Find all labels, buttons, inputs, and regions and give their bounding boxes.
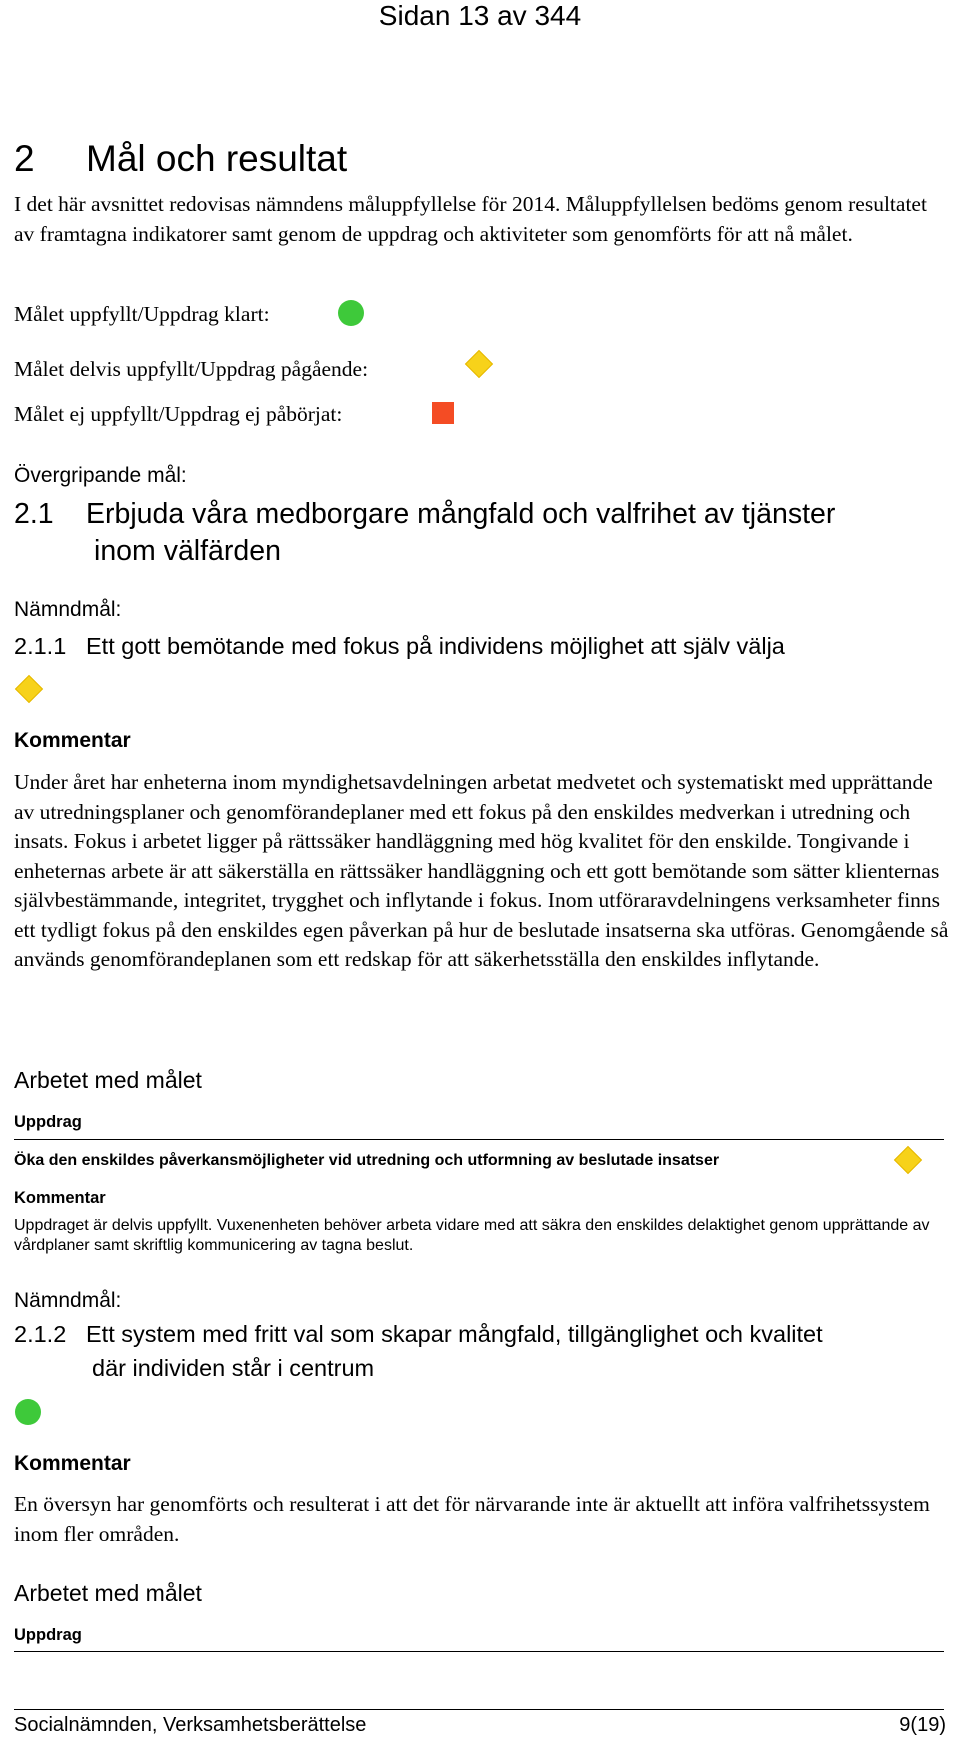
goal1-title: Ett gott bemötande med fokus på individens möjlighet att själv välja — [86, 633, 785, 659]
green-circle-icon — [15, 1399, 41, 1425]
task-divider — [14, 1651, 944, 1652]
footer-page-number: 9(19) — [899, 1714, 946, 1736]
task-divider — [14, 1139, 944, 1140]
goal1-work-heading: Arbetet med målet — [14, 1067, 202, 1093]
footer-document-title: Socialnämnden, Verksamhetsberättelse — [14, 1714, 367, 1736]
goal2-title-line1: Ett system med fritt val som skapar mångfald, tillgänglighet och kvalitet — [86, 1321, 823, 1347]
footer-divider — [14, 1709, 944, 1710]
yellow-diamond-icon — [465, 350, 493, 378]
goal1-task-label: Uppdrag — [14, 1113, 82, 1131]
overall-goal-heading — [14, 495, 835, 534]
intro-paragraph: I det här avsnittet redovisas nämndens måluppfyllelse för 2014. Måluppfyllelsen bedöms genom resultatet av framtagna indikatorer samt genom de uppdrag och aktiviteter som genomförts för att nå målet. — [14, 192, 927, 246]
goal1-comment-label: Kommentar — [14, 729, 131, 752]
goal2-title-line2: där individen står i centrum — [92, 1355, 375, 1381]
goal1-number: 2.1.1 — [14, 633, 67, 659]
goal2-task-label: Uppdrag — [14, 1626, 82, 1644]
overall-goal-title-line2: inom välfärden — [94, 535, 281, 567]
yellow-diamond-icon — [15, 675, 43, 703]
goal1-heading — [14, 633, 785, 660]
red-square-icon — [432, 402, 454, 424]
goal2-number: 2.1.2 — [14, 1321, 67, 1347]
goal1-task-comment-label: Kommentar — [14, 1189, 106, 1207]
goal1-task-comment: Uppdraget är delvis uppfyllt. Vuxenenheten behöver arbeta vidare med att säkra den enskildes delaktighet genom upprättande av vårdplaner samt skriftlig kommunicering av tagna beslut. — [14, 1217, 930, 1254]
goal1-task-title: Öka den enskildes påverkansmöjligheter vid utredning och utformning av beslutade insatser — [14, 1152, 720, 1169]
section-number: 2 — [14, 138, 35, 179]
overall-goal-number: 2.1 — [14, 498, 54, 530]
overall-goal-title-line1: Erbjuda våra medborgare mångfald och valfrihet av tjänster — [86, 498, 836, 530]
goal1-label: Nämndmål: — [14, 598, 122, 621]
yellow-diamond-icon — [894, 1146, 922, 1174]
overall-goal-label: Övergripande mål: — [14, 464, 187, 487]
legend-partial: Målet delvis uppfyllt/Uppdrag pågående: — [14, 357, 369, 381]
goal2-heading — [14, 1321, 823, 1348]
page-indicator: Sidan 13 av 344 — [378, 0, 582, 31]
goal1-comment: Under året har enheterna inom myndighetsavdelningen arbetat medvetet och systematiskt med upprättande av utredningsplaner och genomförandeplaner med ett fokus på den enskildes medverkan i utredning och insats. Fokus i arbetet ligger på rättssäker handläggning med hög kvalitet för den enskilde. Tongivande i enheternas arbete är att säkerställa en rättssäker handläggning och ett gott bemötande som sätter klienternas självbestämmande, integritet, trygghet och inflytande i fokus. Inom utföraravdelningens verksamheter finns ett tydligt fokus på den enskildes egen påverkan på hur de beslutade insatserna ska utföras. Genomgående så används genomförandeplanen som ett redskap för att säkerhetsställa den enskildes inflytande. — [14, 770, 949, 971]
legend-fulfilled: Målet uppfyllt/Uppdrag klart: — [14, 302, 270, 326]
green-circle-icon — [338, 300, 364, 326]
section-heading — [14, 138, 347, 180]
goal2-comment-label: Kommentar — [14, 1452, 131, 1475]
goal2-comment: En översyn har genomförts och resulterat i att det för närvarande inte är aktuellt att införa valfrihetssystem inom fler områden. — [14, 1492, 930, 1546]
goal2-work-heading: Arbetet med målet — [14, 1580, 202, 1606]
legend-not-fulfilled: Målet ej uppfyllt/Uppdrag ej påbörjat: — [14, 402, 343, 426]
goal2-label: Nämndmål: — [14, 1289, 122, 1312]
section-title: Mål och resultat — [86, 138, 348, 179]
